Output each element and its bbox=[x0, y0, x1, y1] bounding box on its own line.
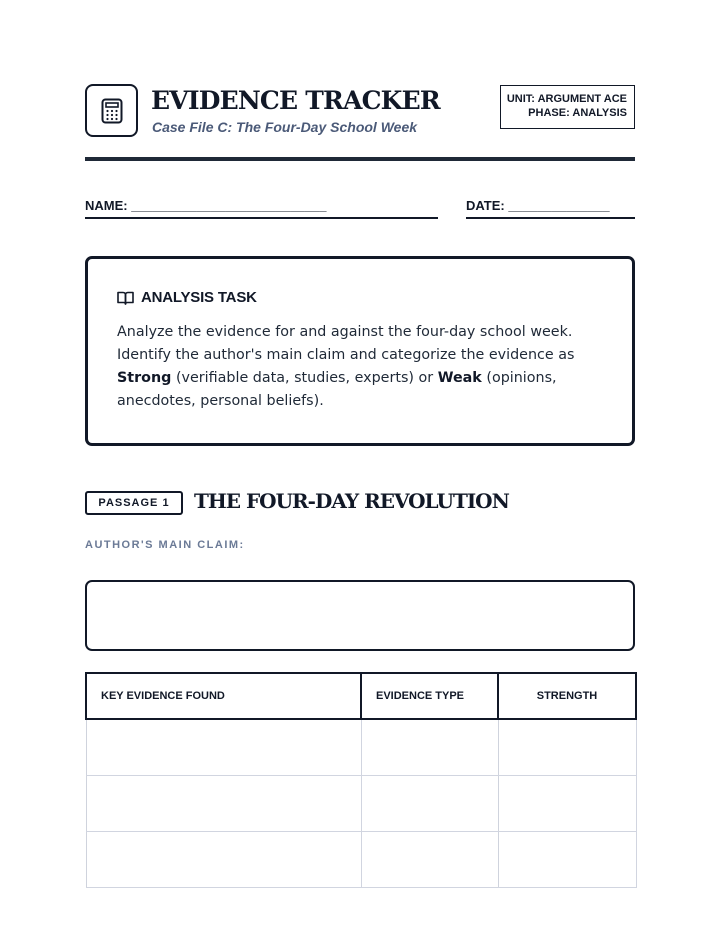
calculator-icon bbox=[101, 98, 123, 124]
passage-title: THE FOUR-DAY REVOLUTION bbox=[194, 489, 509, 513]
column-header: EVIDENCE TYPE bbox=[361, 673, 498, 719]
unit-label: UNIT: ARGUMENT ACE bbox=[506, 93, 627, 105]
header-divider bbox=[85, 157, 635, 161]
main-claim-label: AUTHOR'S MAIN CLAIM: bbox=[85, 539, 245, 551]
table-row bbox=[86, 831, 636, 887]
task-heading-label: ANALYSIS TASK bbox=[141, 289, 257, 306]
evidence-cell[interactable] bbox=[86, 719, 361, 775]
page-subtitle: Case File C: The Four-Day School Week bbox=[152, 119, 418, 135]
name-field[interactable]: NAME: ___________________________ bbox=[85, 198, 327, 213]
evidence-cell[interactable] bbox=[86, 831, 361, 887]
type-cell[interactable] bbox=[361, 831, 498, 887]
passage-badge: PASSAGE 1 bbox=[85, 491, 183, 515]
weak-term: Weak bbox=[437, 370, 482, 386]
column-header: KEY EVIDENCE FOUND bbox=[86, 673, 361, 719]
table-header-row bbox=[86, 673, 636, 719]
date-field[interactable]: DATE: ______________ bbox=[466, 198, 610, 213]
strength-cell[interactable] bbox=[498, 775, 636, 831]
page-title: EVIDENCE TRACKER bbox=[151, 86, 440, 115]
table-row bbox=[86, 775, 636, 831]
task-instructions bbox=[117, 321, 603, 413]
phase-label: PHASE: ANALYSIS bbox=[528, 107, 627, 119]
table-row bbox=[86, 719, 636, 775]
date-underline bbox=[466, 217, 635, 219]
unit-phase-box bbox=[500, 85, 635, 129]
strength-cell[interactable] bbox=[498, 719, 636, 775]
main-claim-input[interactable] bbox=[85, 580, 635, 651]
task-heading bbox=[117, 289, 603, 306]
strong-term: Strong bbox=[117, 370, 172, 386]
open-book-icon bbox=[117, 291, 134, 305]
name-underline bbox=[85, 217, 438, 219]
strength-cell[interactable] bbox=[498, 831, 636, 887]
column-header: STRENGTH bbox=[498, 673, 636, 719]
task-text-part: (opinions, anecdotes, personal beliefs). bbox=[117, 370, 557, 409]
worksheet-header bbox=[85, 84, 635, 140]
task-text-part: (verifiable data, studies, experts) or bbox=[171, 370, 438, 386]
type-cell[interactable] bbox=[361, 719, 498, 775]
analysis-task-box bbox=[85, 256, 635, 446]
logo-badge bbox=[85, 84, 138, 137]
evidence-table bbox=[85, 672, 637, 888]
evidence-cell[interactable] bbox=[86, 775, 361, 831]
task-text-part: Analyze the evidence for and against the four-day school week. Identify the author's main claim and categorize the evidence as bbox=[117, 324, 575, 363]
type-cell[interactable] bbox=[361, 775, 498, 831]
